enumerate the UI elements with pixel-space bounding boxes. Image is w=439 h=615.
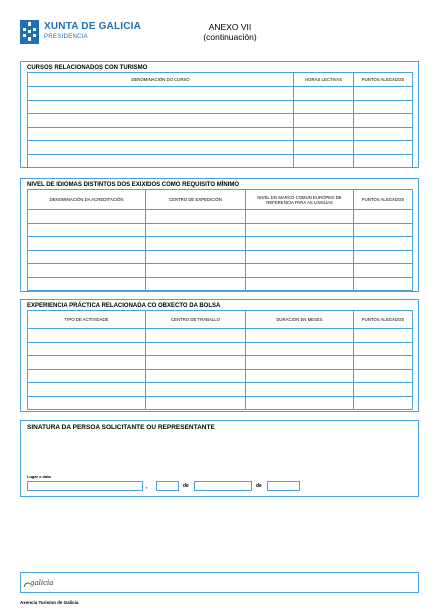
courses-section-title: CURSOS RELACIONADOS CON TURISMO	[27, 65, 148, 71]
center-cell[interactable]	[146, 237, 246, 251]
table-row	[28, 127, 413, 141]
table-row	[28, 383, 413, 397]
level-cell[interactable]	[246, 223, 354, 237]
accreditation-cell[interactable]	[28, 277, 146, 291]
course-name-cell[interactable]	[28, 114, 294, 128]
place-field[interactable]	[27, 481, 143, 491]
annex-heading	[180, 22, 280, 42]
table-row	[28, 154, 413, 168]
col-duration-months: DURACIÓN EN MESES	[246, 311, 354, 329]
day-field[interactable]	[156, 481, 179, 491]
center-cell[interactable]	[146, 250, 246, 264]
workplace-cell[interactable]	[146, 342, 246, 356]
table-row	[28, 369, 413, 383]
table-row	[28, 100, 413, 114]
signature-section-title: SINATURA DA PERSOA SOLICITANTE OU REPRESENTANTE	[27, 424, 215, 431]
duration-cell[interactable]	[246, 342, 354, 356]
points-cell[interactable]	[354, 342, 413, 356]
points-cell[interactable]	[354, 210, 413, 224]
level-cell[interactable]	[246, 210, 354, 224]
col-issuing-center: CENTRO DE EXPEDICIÓN	[146, 190, 246, 210]
languages-header-row	[28, 190, 413, 210]
points-cell[interactable]	[354, 154, 413, 168]
points-cell[interactable]	[354, 127, 413, 141]
center-cell[interactable]	[146, 277, 246, 291]
hours-cell[interactable]	[294, 127, 354, 141]
col-accreditation: DENOMINACIÓN DA ACREDITACIÓN	[28, 190, 146, 210]
activity-cell[interactable]	[28, 369, 146, 383]
hours-cell[interactable]	[294, 154, 354, 168]
galicia-logo-text: galicia	[30, 579, 54, 587]
table-row	[28, 342, 413, 356]
points-cell[interactable]	[354, 114, 413, 128]
course-name-cell[interactable]	[28, 154, 294, 168]
points-cell[interactable]	[354, 383, 413, 397]
table-row	[28, 141, 413, 155]
languages-section	[20, 178, 419, 292]
col-teaching-hours: HORAS LECTIVAS	[294, 73, 354, 87]
de-separator-1: de	[183, 483, 189, 489]
footer-box	[20, 572, 419, 593]
duration-cell[interactable]	[246, 329, 354, 343]
workplace-cell[interactable]	[146, 383, 246, 397]
col-points: PUNTOS ALEGADOS	[354, 73, 413, 87]
comma-separator: ,	[146, 484, 148, 490]
col-points: PUNTOS ALEGADOS	[354, 190, 413, 210]
workplace-cell[interactable]	[146, 369, 246, 383]
courses-header-row	[28, 73, 413, 87]
points-cell[interactable]	[354, 237, 413, 251]
accreditation-cell[interactable]	[28, 250, 146, 264]
table-row	[28, 277, 413, 291]
level-cell[interactable]	[246, 264, 354, 278]
course-name-cell[interactable]	[28, 100, 294, 114]
course-name-cell[interactable]	[28, 87, 294, 101]
languages-table	[27, 189, 413, 291]
center-cell[interactable]	[146, 210, 246, 224]
hours-cell[interactable]	[294, 87, 354, 101]
duration-cell[interactable]	[246, 369, 354, 383]
points-cell[interactable]	[354, 329, 413, 343]
xunta-logo	[20, 20, 160, 48]
col-workplace: CENTRO DE TRABALLO	[146, 311, 246, 329]
experience-section-title: EXPERIENCIA PRÁCTICA RELACIONADA CO OBXECTO DA BOLSA	[27, 303, 221, 309]
hours-cell[interactable]	[294, 141, 354, 155]
points-cell[interactable]	[354, 277, 413, 291]
courses-table	[27, 72, 413, 168]
month-field[interactable]	[194, 481, 252, 491]
center-cell[interactable]	[146, 264, 246, 278]
col-course-name: DENOMINACIÓN DO CURSO	[28, 73, 294, 87]
points-cell[interactable]	[354, 369, 413, 383]
workplace-cell[interactable]	[146, 356, 246, 370]
activity-cell[interactable]	[28, 342, 146, 356]
logo-subtitle: PRESIDENCIA	[44, 34, 88, 40]
accreditation-cell[interactable]	[28, 223, 146, 237]
points-cell[interactable]	[354, 396, 413, 410]
signature-section	[20, 420, 419, 497]
table-row	[28, 396, 413, 410]
course-name-cell[interactable]	[28, 127, 294, 141]
hours-cell[interactable]	[294, 114, 354, 128]
courses-section	[20, 61, 419, 168]
activity-cell[interactable]	[28, 396, 146, 410]
accreditation-cell[interactable]	[28, 237, 146, 251]
points-cell[interactable]	[354, 264, 413, 278]
table-row	[28, 356, 413, 370]
year-field[interactable]	[267, 481, 300, 491]
languages-section-title: NIVEL DE IDIOMAS DISTINTOS DOS EXIXIDOS COMO REQUISITO MÍNIMO	[27, 182, 240, 188]
de-separator-2: de	[256, 483, 262, 489]
table-row	[28, 329, 413, 343]
level-cell[interactable]	[246, 237, 354, 251]
table-row	[28, 210, 413, 224]
table-row	[28, 87, 413, 101]
experience-header-row	[28, 311, 413, 329]
table-row	[28, 264, 413, 278]
points-cell[interactable]	[354, 223, 413, 237]
col-cefr-level: NIVEL DO MARCO COMÚN EUROPEO DE REFERENCIA PARA AS LINGUAS	[246, 190, 354, 210]
experience-table	[27, 310, 413, 410]
level-cell[interactable]	[246, 277, 354, 291]
experience-section	[20, 299, 419, 412]
activity-cell[interactable]	[28, 356, 146, 370]
col-activity-type: TIPO DE ACTIVIDADE	[28, 311, 146, 329]
activity-cell[interactable]	[28, 383, 146, 397]
workplace-cell[interactable]	[146, 329, 246, 343]
table-row	[28, 237, 413, 251]
place-date-label: Lugar e data	[27, 474, 51, 479]
col-points: PUNTOS ALEGADOS	[354, 311, 413, 329]
level-cell[interactable]	[246, 250, 354, 264]
table-row	[28, 250, 413, 264]
galicia-logo-icon	[22, 575, 62, 589]
center-cell[interactable]	[146, 223, 246, 237]
table-row	[28, 223, 413, 237]
points-cell[interactable]	[354, 356, 413, 370]
xunta-emblem-icon	[20, 20, 39, 44]
annex-subtitle: (continuación)	[203, 32, 257, 42]
points-cell[interactable]	[354, 141, 413, 155]
duration-cell[interactable]	[246, 396, 354, 410]
logo-title: XUNTA DE GALICIA	[44, 21, 142, 32]
accreditation-cell[interactable]	[28, 264, 146, 278]
hours-cell[interactable]	[294, 100, 354, 114]
table-row	[28, 114, 413, 128]
course-name-cell[interactable]	[28, 141, 294, 155]
duration-cell[interactable]	[246, 383, 354, 397]
points-cell[interactable]	[354, 87, 413, 101]
points-cell[interactable]	[354, 250, 413, 264]
agency-name: Axencia Turismo de Galicia	[20, 600, 79, 605]
points-cell[interactable]	[354, 100, 413, 114]
accreditation-cell[interactable]	[28, 210, 146, 224]
annex-title: ANEXO VII	[208, 22, 252, 32]
workplace-cell[interactable]	[146, 396, 246, 410]
duration-cell[interactable]	[246, 356, 354, 370]
activity-cell[interactable]	[28, 329, 146, 343]
